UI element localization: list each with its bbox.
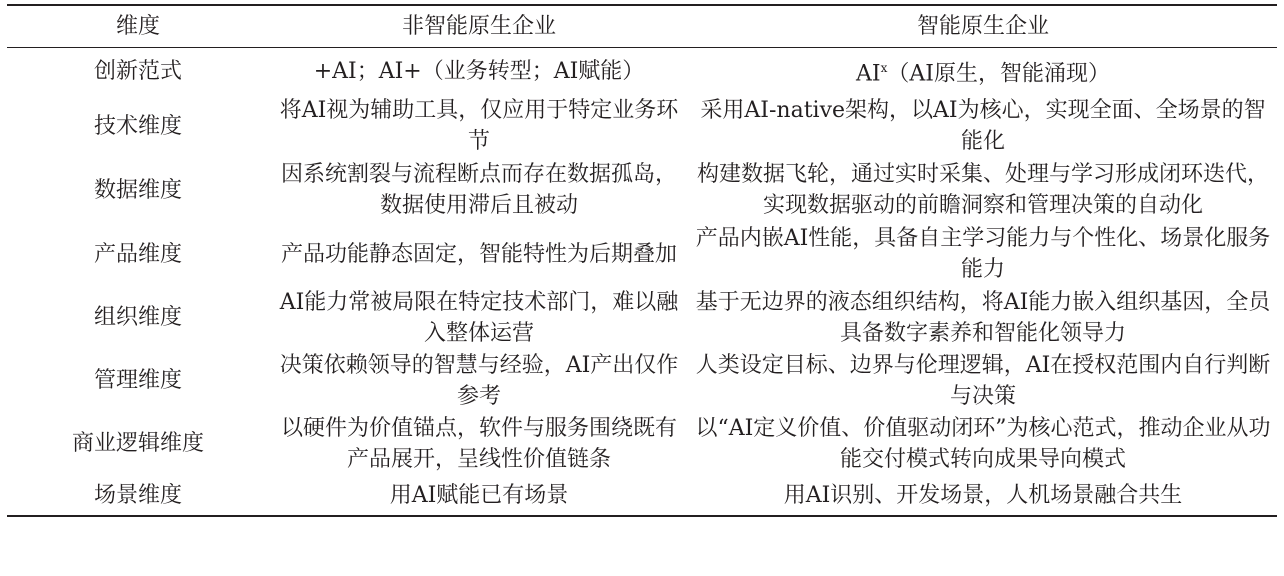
row-dimension-label: 创新范式 [93,58,182,84]
row-dimension-label: 商业逻辑维度 [71,431,204,456]
row-non-native-cell: AI能力常被局限在特定技术部门，难以融入整体运营 [279,289,679,346]
row-non-native-cell: 产品功能静态固定，智能特性为后期叠加 [280,241,677,267]
row-dimension-label: 技术维度 [93,113,182,139]
comparison-table [7,4,1277,517]
row-native-cell: 基于无边界的液态组织结构，将AI能力嵌入组织基因，全员具备数字素养和智能化领导力 [695,289,1271,346]
row-native-cell: 以“AI定义价值、价值驱动闭环”为核心范式，推动企业从功能交付模式转向成果导向模式 [695,415,1271,472]
table-row [7,349,1277,412]
header-native: 智能原生企业 [916,14,1049,39]
row-non-native-cell: 将AI视为辅助工具，仅应用于特定业务环节 [279,98,679,154]
superscript-x: x [880,60,888,75]
row-dimension-label: 管理维度 [93,368,182,393]
header-non-native: 非智能原生企业 [401,14,556,39]
row-native-cell: 用AI识别、开发场景，人机场景融合共生 [783,482,1183,508]
row-native-cell: $AI^x(AI$原生，智能涌现） [856,60,1110,87]
row-dimension-label: 产品维度 [93,241,182,267]
header-dimension: 维度 [115,14,160,39]
row-non-native-cell: 决策依赖领导的智慧与经验，AI产出仅作参考 [279,352,679,409]
table-row [7,94,1277,158]
row-native-cell: 采用AI-native架构，以AI为核心，实现全面、全场景的智能化 [700,98,1266,154]
row-native-cell: 构建数据飞轮，通过实时采集、处理与学习形成闭环迭代，实现数据驱动的前瞻洞察和管理决策的自动化 [696,162,1269,218]
table-row [7,412,1277,475]
table-row [7,475,1277,516]
row-native-cell: 产品内嵌AI性能，具备自主学习能力与个性化、场景化服务能力 [695,226,1271,282]
row-non-native-cell: 用AI赋能已有场景 [389,482,569,508]
table-row [7,222,1277,286]
row-non-native-cell: 因系统割裂与流程断点而存在数据孤岛，数据使用滞后且被动 [280,162,677,218]
comparison-table-container [7,4,1277,517]
table-row [7,158,1277,222]
table-row [7,48,1277,95]
table-header-row [7,5,1277,48]
row-dimension-label: 组织维度 [93,305,182,330]
row-dimension-label: 数据维度 [93,177,182,203]
table-row [7,286,1277,349]
row-non-native-cell: 以硬件为价值锚点，软件与服务围绕既有产品展开，呈线性价值链条 [280,415,677,472]
row-dimension-label: 场景维度 [93,482,182,508]
row-native-cell: 人类设定目标、边界与伦理逻辑，AI在授权范围内自行判断与决策 [695,352,1271,409]
row-non-native-cell: +AI；AI+（业务转型；AI赋能） [313,58,645,84]
